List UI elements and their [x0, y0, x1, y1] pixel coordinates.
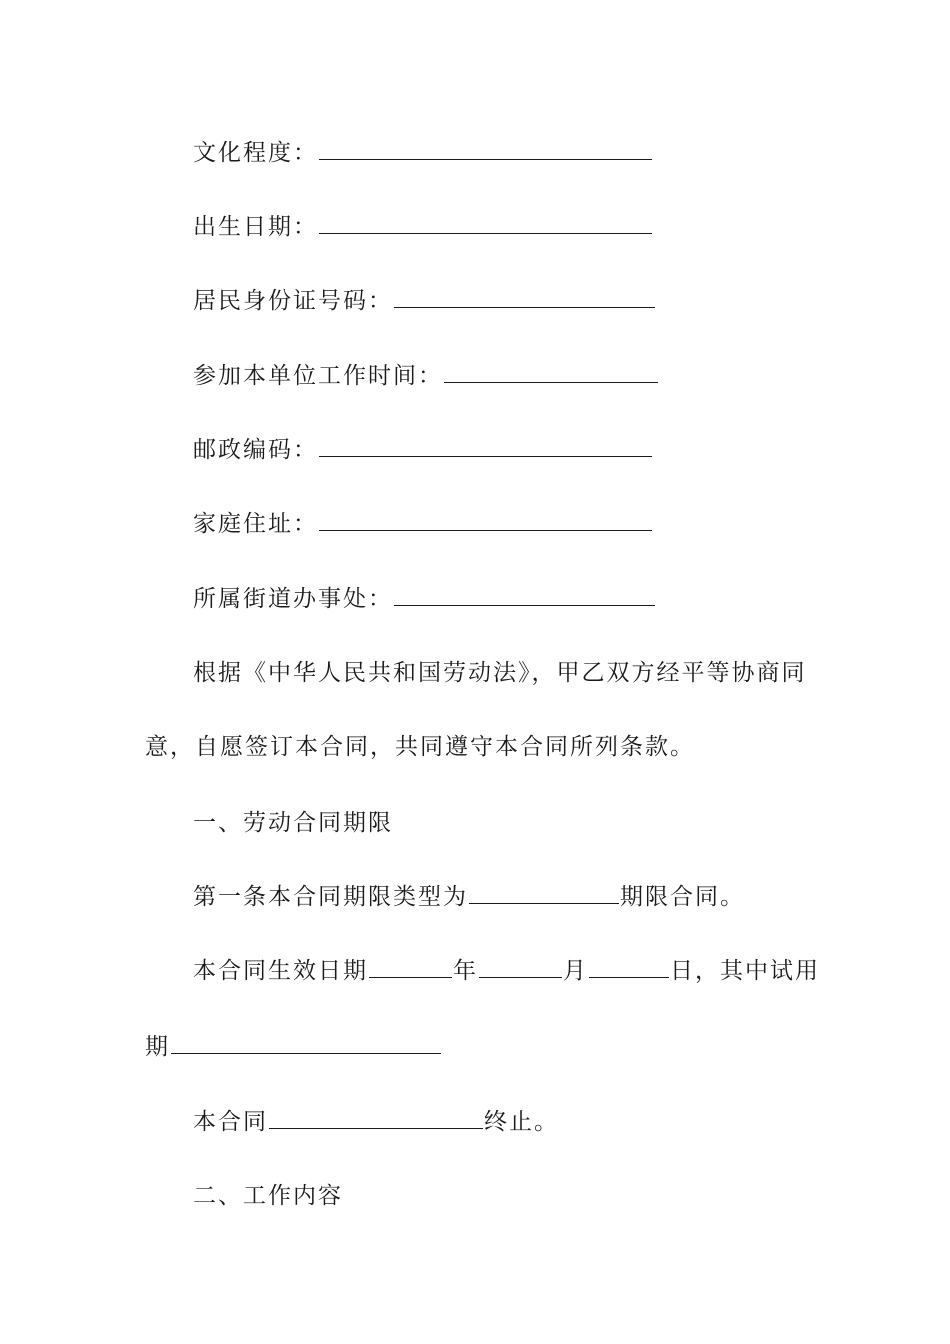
field-label: 所属街道办事处： — [193, 586, 393, 612]
intro-paragraph-line2: 意，自愿签订本合同，共同遵守本合同所列条款。 — [145, 734, 695, 760]
termination-line — [193, 1107, 559, 1137]
field-join-date — [193, 361, 659, 391]
effective-date-line — [193, 956, 820, 986]
fill-blank-month — [479, 957, 562, 978]
fill-blank — [444, 362, 658, 383]
field-birth-date — [193, 212, 653, 242]
probation-label: 期 — [145, 1034, 170, 1060]
field-street-office — [193, 584, 656, 614]
field-id-number — [193, 286, 656, 316]
field-label: 出生日期： — [193, 214, 318, 240]
intro-paragraph-line1: 根据《中华人民共和国劳动法》，甲乙双方经平等协商同 — [193, 660, 807, 686]
section-heading-work-content: 二、工作内容 — [193, 1183, 343, 1209]
probation-line — [145, 1032, 442, 1062]
field-label: 文化程度： — [193, 140, 318, 166]
section-heading-contract-term: 一、劳动合同期限 — [193, 810, 393, 836]
termination-prefix: 本合同 — [193, 1109, 268, 1135]
fill-blank — [171, 1033, 441, 1054]
effective-date-prefix: 本合同生效日期 — [193, 958, 368, 984]
field-label: 家庭住址： — [193, 511, 318, 537]
fill-blank-year — [369, 957, 452, 978]
field-label: 参加本单位工作时间： — [193, 363, 443, 389]
field-label: 邮政编码： — [193, 437, 318, 463]
fill-blank — [394, 585, 655, 606]
field-label: 居民身份证号码： — [193, 288, 393, 314]
fill-blank — [319, 139, 652, 160]
fill-blank — [269, 1108, 483, 1129]
fill-blank — [319, 213, 652, 234]
article-1 — [193, 882, 745, 912]
termination-suffix: 终止。 — [484, 1109, 559, 1135]
field-education — [193, 138, 653, 168]
day-suffix: 日，其中试用 — [670, 958, 820, 984]
month-label: 月 — [563, 958, 588, 984]
field-postcode — [193, 435, 653, 465]
article-1-prefix: 第一条本合同期限类型为 — [193, 884, 468, 910]
article-1-suffix: 期限合同。 — [620, 884, 745, 910]
fill-blank — [394, 287, 655, 308]
fill-blank — [319, 436, 652, 457]
fill-blank-day — [589, 957, 669, 978]
fill-blank — [469, 883, 619, 904]
year-label: 年 — [453, 958, 478, 984]
field-home-address — [193, 509, 653, 539]
fill-blank — [319, 510, 652, 531]
